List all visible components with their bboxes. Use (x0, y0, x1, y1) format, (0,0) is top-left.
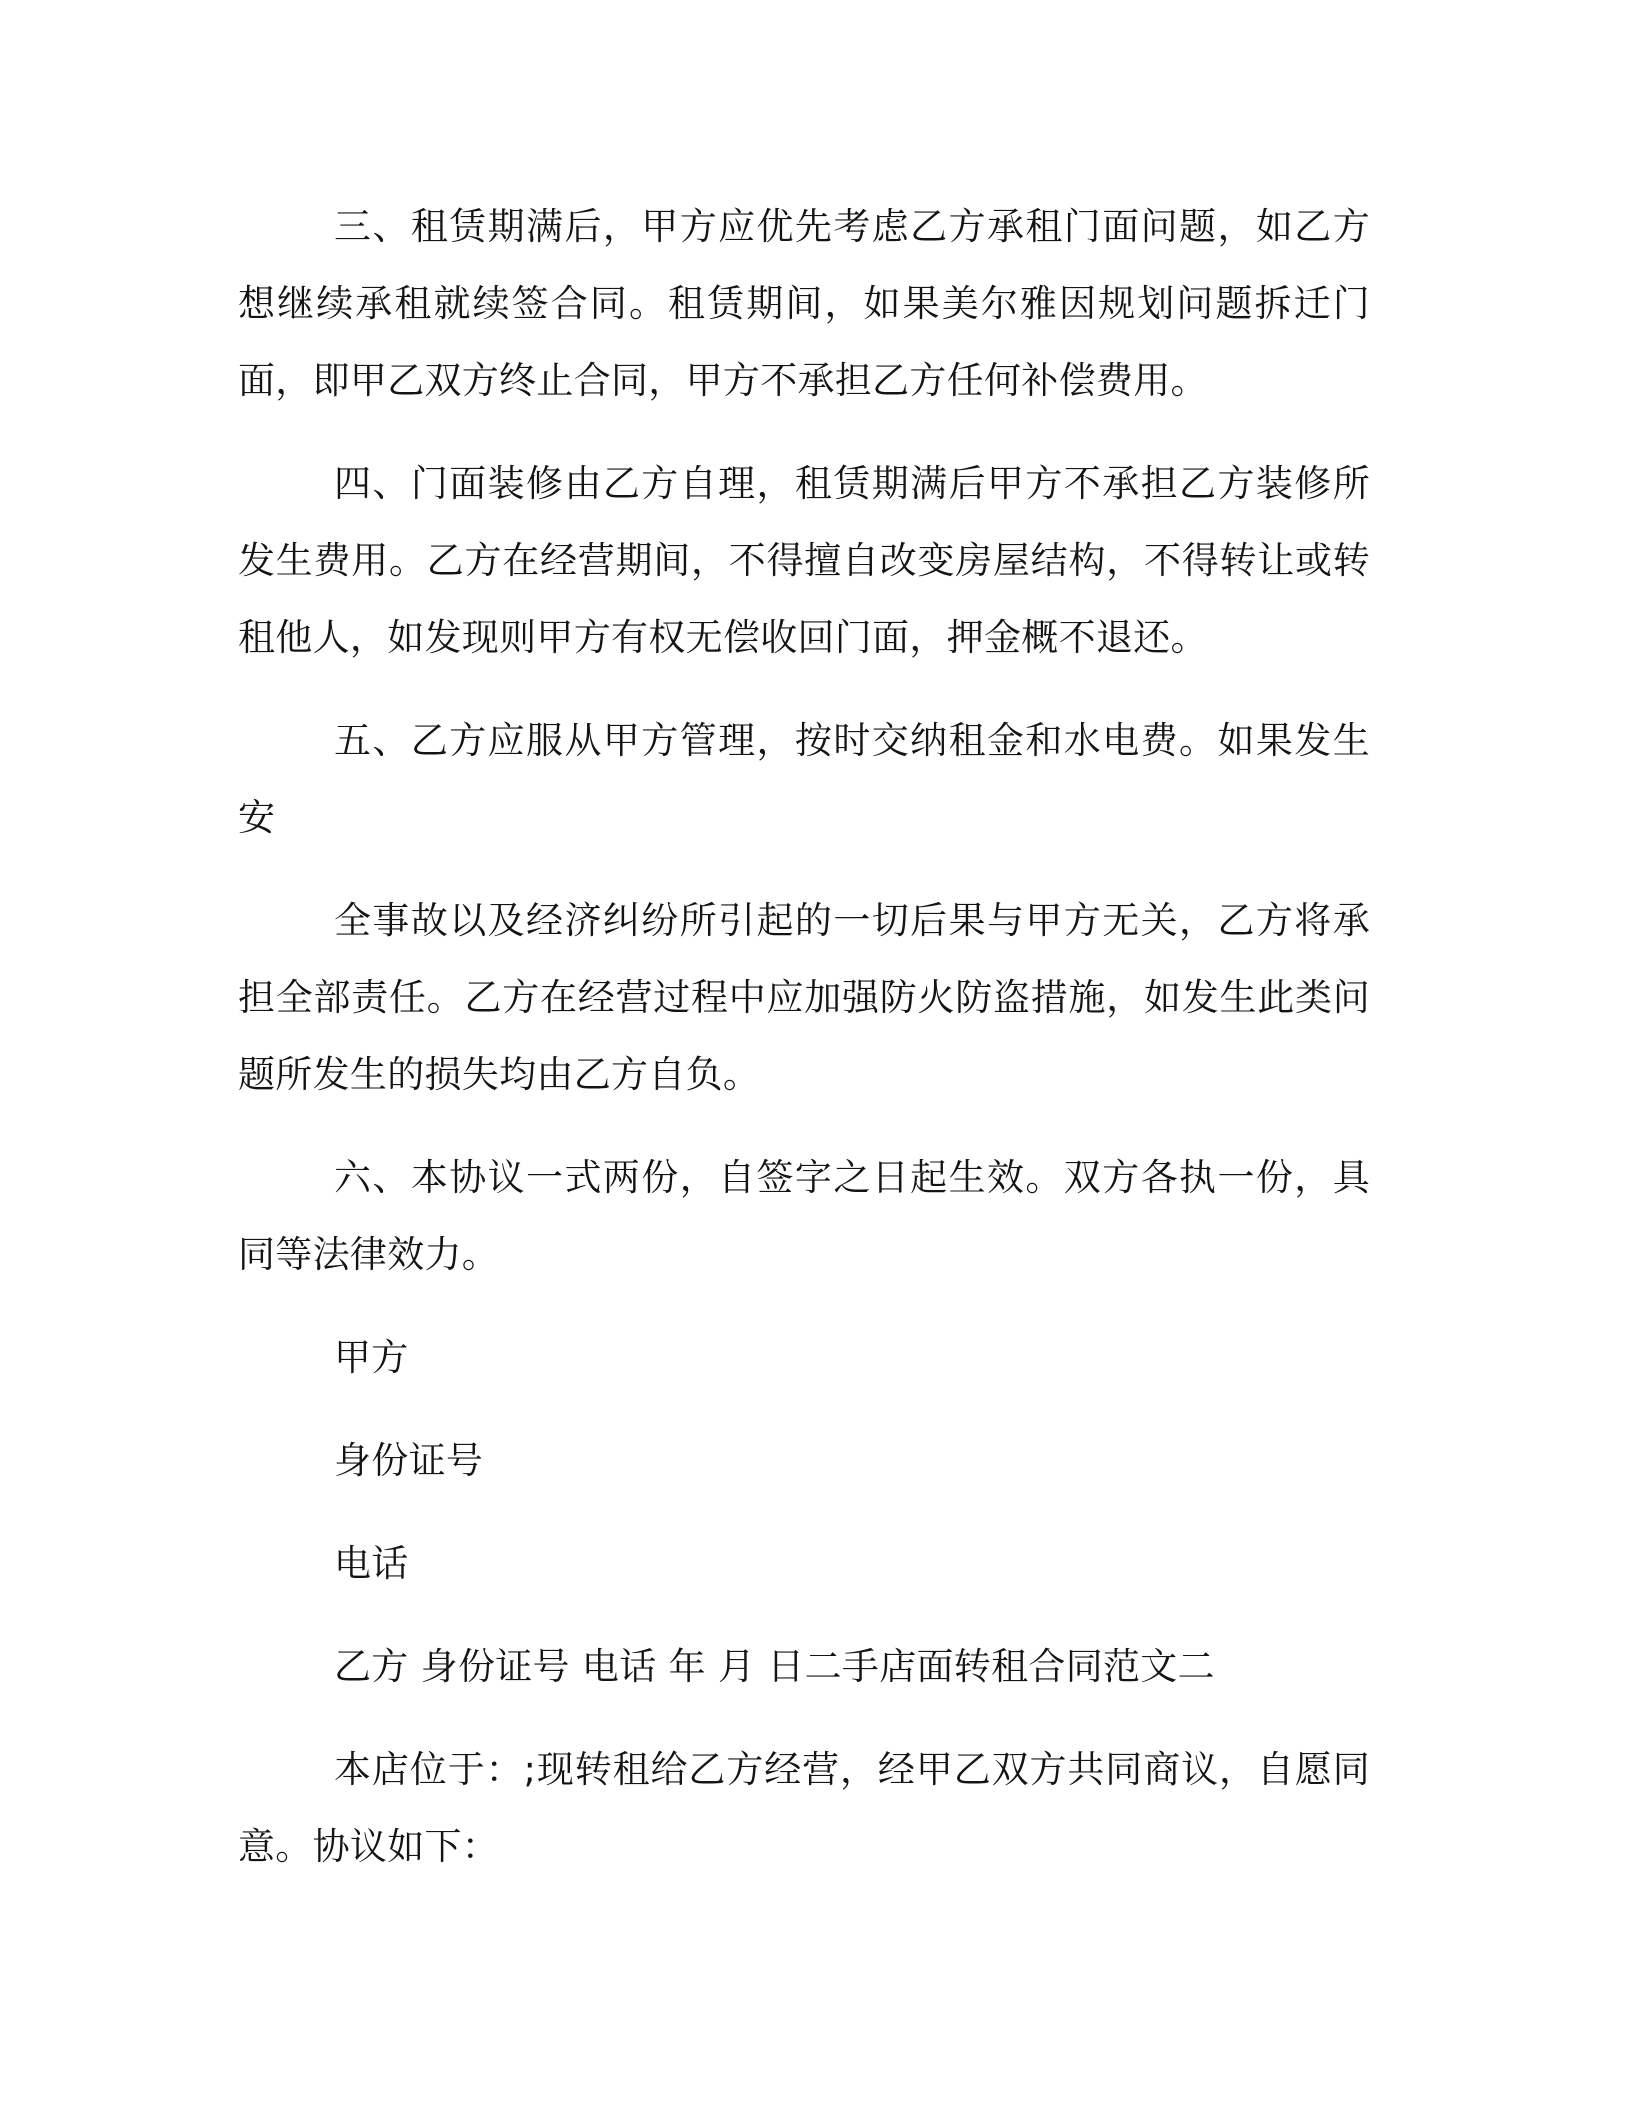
paragraph-gap (238, 1113, 1370, 1139)
paragraph-gap (238, 419, 1370, 445)
paragraph-gap (238, 856, 1370, 882)
document-body (238, 188, 1370, 1885)
phone-label: 电话 (334, 1542, 409, 1585)
clause-five-continued: 全事故以及经济纠纷所引起的一切后果与甲方无关，乙方将承担全部责任。乙方在经营过程中应加强防火防盗措施，如发生此类问题所发生的损失均由乙方自负。 (238, 899, 1370, 1096)
clause-six: 六、本协议一式两份，自签字之日起生效。双方各执一份，具同等法律效力。 (238, 1156, 1370, 1276)
paragraph-gap (238, 1293, 1370, 1319)
paragraph-gap (238, 1499, 1370, 1525)
party-b-line: 乙方 身份证号 电话 年 月 日二手店面转租合同范文二 (334, 1645, 1215, 1688)
paragraph-gap (238, 1602, 1370, 1628)
paragraph-gap (238, 676, 1370, 702)
clause-four: 四、门面装修由乙方自理，租赁期满后甲方不承担乙方装修所发生费用。乙方在经营期间，不得擅自改变房屋结构，不得转让或转租他人，如发现则甲方有权无偿收回门面，押金概不退还。 (238, 462, 1370, 659)
party-a-label: 甲方 (334, 1336, 409, 1379)
clause-three: 三、租赁期满后，甲方应优先考虑乙方承租门面问题，如乙方想继续承租就续签合同。租赁期间，如果美尔雅因规划问题拆迁门面，即甲乙双方终止合同，甲方不承担乙方任何补偿费用。 (238, 205, 1370, 402)
clause-five: 五、乙方应服从甲方管理，按时交纳租金和水电费。如果发生安 (238, 719, 1370, 839)
paragraph-gap (238, 1705, 1370, 1731)
agreement-intro: 本店位于：;现转租给乙方经营，经甲乙双方共同商议，自愿同意。协议如下： (238, 1748, 1370, 1868)
id-number-label: 身份证号 (334, 1439, 484, 1482)
paragraph-gap (238, 1396, 1370, 1422)
